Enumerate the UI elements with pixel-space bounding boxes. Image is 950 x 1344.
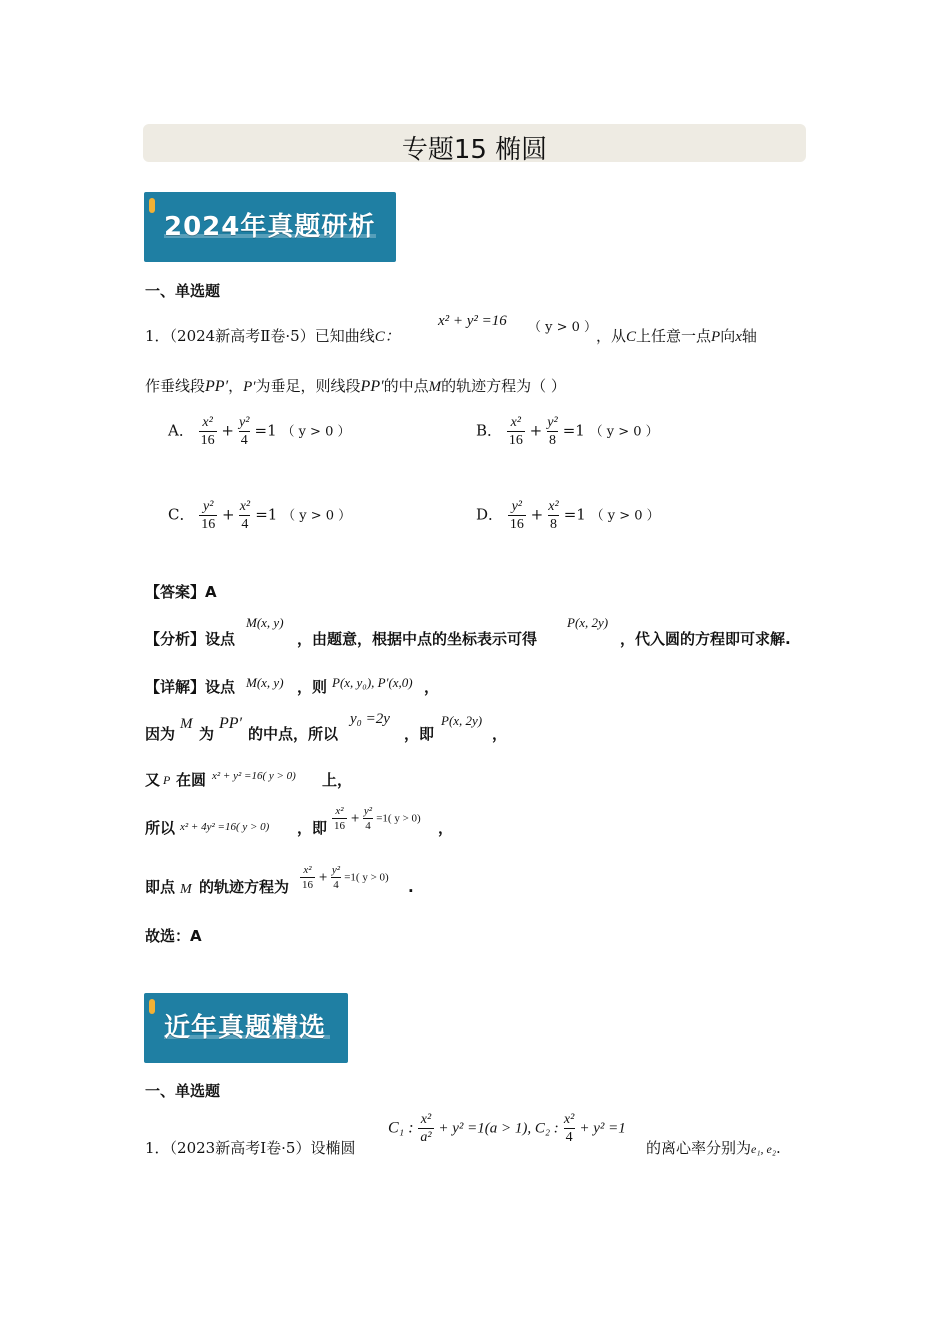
- section-badge-recent: [144, 993, 348, 1063]
- detail-line-5: 即点: [145, 878, 176, 896]
- badge-notch: [149, 198, 155, 213]
- analysis-end: ，代入圆的方程即可求解.: [620, 630, 791, 648]
- curve-equation: x² + y² =16: [438, 313, 507, 329]
- answer-line: 【答案】A: [145, 583, 217, 601]
- section-badge-2024: [144, 192, 396, 262]
- detail-line-3: 又: [145, 771, 161, 789]
- option-d[interactable]: D． $\frac{\text{y²}}{16}$ + $\frac{\text{x²}}{8}$ =1 （ y > 0 ）: [476, 499, 660, 532]
- analysis-line: 【分析】设点: [145, 630, 236, 648]
- detail-line-2: 因为: [145, 725, 176, 743]
- analysis-m: M(x, y): [246, 615, 284, 630]
- option-b[interactable]: B． $\frac{\text{x²}}{16}$ + $\frac{\text{y²}}{8}$ =1 （ y > 0 ）: [476, 415, 659, 448]
- page-title: 专题15 椭圆: [401, 135, 548, 165]
- analysis-p: P(x, 2y): [567, 615, 609, 630]
- question-2-start: 1．（2023新高考Ⅰ卷·5）设椭圆: [145, 1139, 356, 1157]
- section-heading-2: 一、单选题: [145, 1082, 221, 1100]
- question-2-end: 的离心率分别为e₁, e₂.: [646, 1139, 781, 1157]
- badge-label: 近年真题精选: [164, 1013, 327, 1043]
- option-a[interactable]: A． $\frac{\text{x²}}{16}$ + $\frac{\text{y²}}{4}$ =1 （ y > 0 ）: [168, 415, 351, 448]
- section-heading: 一、单选题: [145, 282, 221, 300]
- analysis-middle: ，由题意，根据中点的坐标表示可得: [297, 630, 538, 648]
- detail-line-4: 所以: [145, 819, 176, 837]
- question-1-line-2: 作垂线段PP′，P′为垂足，则线段PP′的中点M的轨迹方程为（ ）: [145, 377, 566, 395]
- detail-line-4-fraction: $\frac{\text{x²}}{16}$ + $\frac{\text{y²}}{4}$ =1( y > 0): [334, 805, 421, 832]
- badge-label: 2024年真题研析: [164, 212, 376, 242]
- curve-condition: （ y > 0 ）: [528, 320, 598, 335]
- question-2-equation: C₁ : $\frac{\text{x²}}{\text{a²}}$ + y² =1(a > 1), C₂ : $\frac{\text{x²}}{4}$ + y² =1: [388, 1112, 626, 1145]
- option-c[interactable]: C． $\frac{\text{y²}}{16}$ + $\frac{\text{x²}}{4}$ =1 （ y > 0 ）: [168, 499, 352, 532]
- question-1-line-1: 1．（2024新高考Ⅱ卷·5）已知曲线C：: [145, 327, 400, 345]
- detail-line-1: 【详解】设点: [145, 678, 236, 696]
- title-bar: [143, 124, 806, 165]
- detail-line-5-fraction: $\frac{\text{x²}}{16}$ + $\frac{\text{y²}}{4}$ =1( y > 0): [302, 864, 389, 891]
- detail-conclusion: 故选：A: [145, 927, 202, 945]
- question-1-line-1-end: ，从C上任意一点P向x轴: [596, 327, 757, 345]
- badge-notch: [149, 999, 155, 1014]
